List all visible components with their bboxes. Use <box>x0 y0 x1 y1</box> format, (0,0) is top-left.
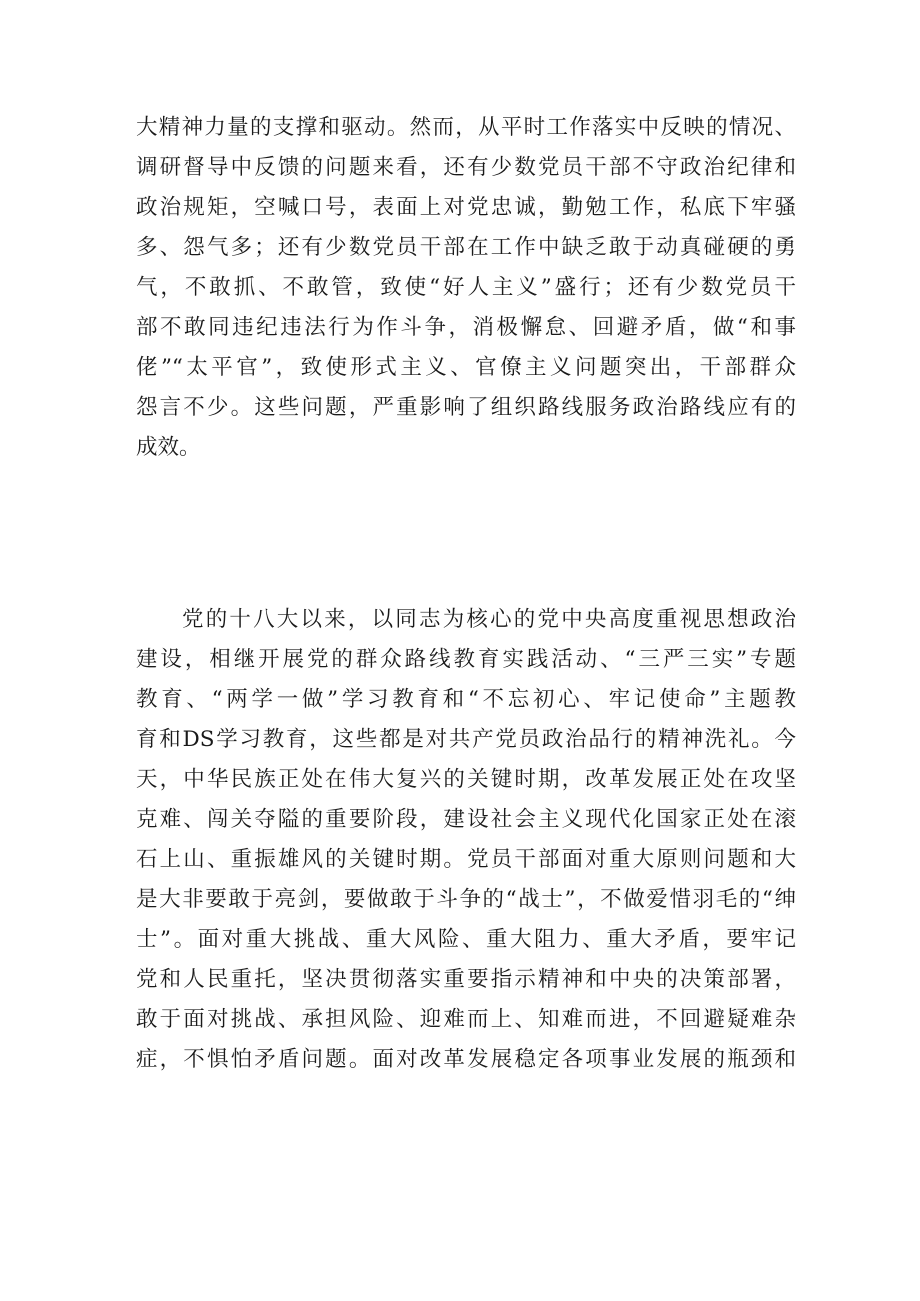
text-line: 症，不惧怕矛盾问题。面对改革发展稳定各项事业发展的瓶颈和 <box>136 1047 796 1072</box>
text-line: 士”。面对重大挑战、重大风险、重大阻力、重大矛盾，要牢记 <box>136 927 796 952</box>
text-line: 多、怨气多；还有少数党员干部在工作中缺乏敢于动真碰硬的勇 <box>136 235 796 260</box>
text-line: 党的十八大以来，以同志为核心的党中央高度重视思想政治 <box>182 607 796 632</box>
text-line: 调研督导中反馈的问题来看，还有少数党员干部不守政治纪律和 <box>136 155 796 180</box>
text-line: 是大非要敢于亮剑，要做敢于斗争的“战士”，不做爱惜羽毛的“绅 <box>136 887 796 912</box>
text-line: 敢于面对挑战、承担风险、迎难而上、知难而进，不回避疑难杂 <box>136 1007 796 1032</box>
text-line: 育和DS学习教育，这些都是对共产党员政治品行的精神洗礼。今 <box>136 727 796 752</box>
text-line: 石上山、重振雄风的关键时期。党员干部面对重大原则问题和大 <box>136 847 796 872</box>
text-line: 党和人民重托，坚决贯彻落实重要指示精神和中央的决策部署， <box>136 967 796 992</box>
paragraph-1 <box>136 108 796 468</box>
text-line: 佬”“太平官”，致使形式主义、官僚主义问题突出，干部群众 <box>136 355 796 380</box>
text-line: 气，不敢抓、不敢管，致使“好人主义”盛行；还有少数党员干 <box>136 275 796 300</box>
text-line: 成效。 <box>136 435 201 460</box>
text-line: 建设，相继开展党的群众路线教育实践活动、“三严三实”专题 <box>136 647 796 672</box>
text-line: 大精神力量的支撑和驱动。然而，从平时工作落实中反映的情况、 <box>136 115 796 140</box>
paragraph-2 <box>136 600 796 1080</box>
text-line: 克难、闯关夺隘的重要阶段，建设社会主义现代化国家正处在滚 <box>136 807 796 832</box>
text-line: 政治规矩，空喊口号，表面上对党忠诚，勤勉工作，私底下牢骚 <box>136 195 796 220</box>
text-line: 怨言不少。这些问题，严重影响了组织路线服务政治路线应有的 <box>136 395 796 420</box>
text-line: 天，中华民族正处在伟大复兴的关键时期，改革发展正处在攻坚 <box>136 767 796 792</box>
text-line: 教育、“两学一做”学习教育和“不忘初心、牢记使命”主题教 <box>136 687 796 712</box>
text-line: 部不敢同违纪违法行为作斗争，消极懈怠、回避矛盾，做“和事 <box>136 315 796 340</box>
